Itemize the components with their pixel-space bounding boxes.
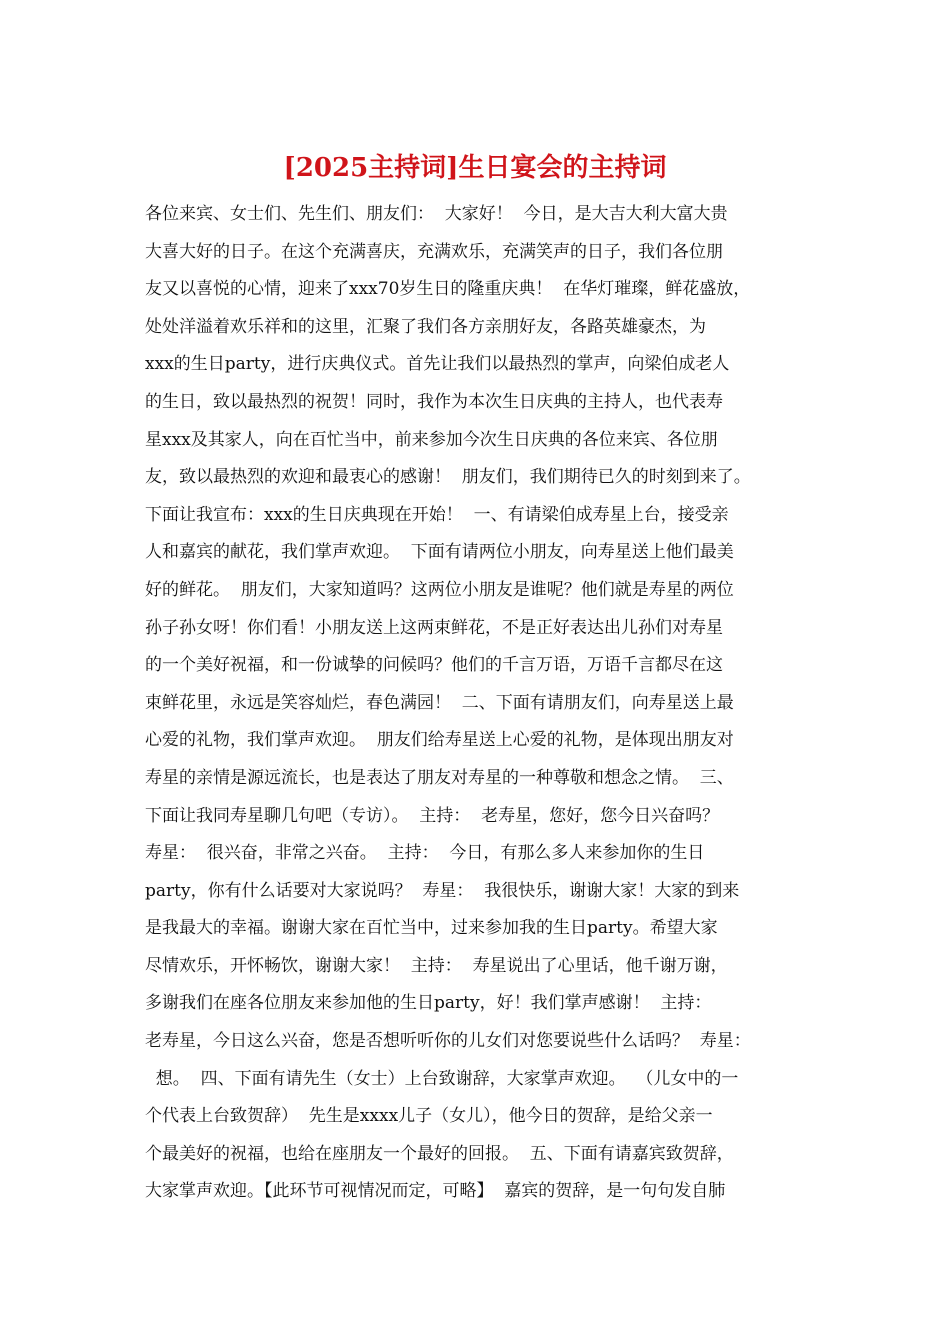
body-text-line: 人和嘉宾的献花，我们掌声欢迎。 下面有请两位小朋友，向寿星送上他们最美 xyxy=(145,542,734,563)
body-text-line: 孙子孙女呀！你们看！小朋友送上这两束鲜花，不是正好表达出儿孙们对寿星 xyxy=(145,617,723,638)
body-text-line: 心爱的礼物，我们掌声欢迎。 朋友们给寿星送上心爱的礼物，是体现出朋友对 xyxy=(145,730,734,751)
body-text-line: 想。 四、下面有请先生（女士）上台致谢辞，大家掌声欢迎。 （儿女中的一 xyxy=(145,1068,739,1089)
body-text-line: 多谢我们在座各位朋友来参加他的生日party，好！我们掌声感谢！ 主持： xyxy=(145,993,712,1014)
body-text-line: 的一个美好祝福，和一份诚挚的问候吗？他们的千言万语，万语千言都尽在这 xyxy=(145,655,723,676)
body-text-line: 老寿星，今日这么兴奋，您是否想听听你的儿女们对您要说些什么话吗？ 寿星： xyxy=(145,1031,751,1052)
body-text-line: 个代表上台致贺辞） 先生是xxxx儿子（女儿），他今日的贺辞，是给父亲一 xyxy=(145,1106,713,1127)
body-text-line: 尽情欢乐，开怀畅饮，谢谢大家！ 主持： 寿星说出了心里话，他千谢万谢， xyxy=(145,955,728,976)
body-text-line: xxx的生日party，进行庆典仪式。首先让我们以最热烈的掌声，向梁伯成老人 xyxy=(145,354,730,375)
body-text-line: 是我最大的幸福。谢谢大家在百忙当中，过来参加我的生日party。希望大家 xyxy=(145,918,718,939)
body-text-line: 友又以喜悦的心情，迎来了xxx70岁生日的隆重庆典！ 在华灯璀璨，鲜花盛放， xyxy=(145,279,751,300)
body-text-line: 好的鲜花。 朋友们，大家知道吗？这两位小朋友是谁呢？他们就是寿星的两位 xyxy=(145,579,734,600)
body-text-line: 寿星： 很兴奋，非常之兴奋。 主持： 今日，有那么多人来参加你的生日 xyxy=(145,843,705,864)
body-text-line: 各位来宾、女士们、先生们、朋友们： 大家好！ 今日，是大吉大利大富大贵 xyxy=(145,204,728,224)
body-text-line: 大家掌声欢迎。【此环节可视情况而定，可略】 嘉宾的贺辞，是一句句发自肺 xyxy=(145,1181,726,1202)
document-title: [2025主持词]生日宴会的主持词 xyxy=(283,153,667,183)
body-text-line: 友，致以最热烈的欢迎和最衷心的感谢！ 朋友们，我们期待已久的时刻到来了。 xyxy=(145,467,751,488)
body-text-line: 下面让我同寿星聊几句吧（专访）。 主持： 老寿星，您好，您今日兴奋吗？ xyxy=(145,805,720,826)
body-text-line: 的生日，致以最热烈的祝贺！同时，我作为本次生日庆典的主持人，也代表寿 xyxy=(145,391,723,412)
body-text-line: 束鲜花里，永远是笑容灿烂，春色满园！ 二、下面有请朋友们，向寿星送上最 xyxy=(145,692,734,713)
body-text-line: 个最美好的祝福，也给在座朋友一个最好的回报。 五、下面有请嘉宾致贺辞， xyxy=(145,1143,734,1164)
document-body xyxy=(145,196,825,1211)
body-text-line: 大喜大好的日子。在这个充满喜庆，充满欢乐，充满笑声的日子，我们各位朋 xyxy=(145,241,723,262)
body-text-line: 星xxx及其家人，向在百忙当中，前来参加今次生日庆典的各位来宾、各位朋 xyxy=(145,429,718,450)
body-text-line: 处处洋溢着欢乐祥和的这里，汇聚了我们各方亲朋好友，各路英雄豪杰，为 xyxy=(145,316,706,337)
body-text-line: party，你有什么话要对大家说吗？ 寿星： 我很快乐，谢谢大家！大家的到来 xyxy=(145,880,740,901)
body-text-line: 寿星的亲情是源远流长，也是表达了朋友对寿星的一种尊敬和想念之情。 三、 xyxy=(145,767,734,788)
body-text-line: 下面让我宣布：xxx的生日庆典现在开始！ 一、有请梁伯成寿星上台，接受亲 xyxy=(145,504,729,525)
